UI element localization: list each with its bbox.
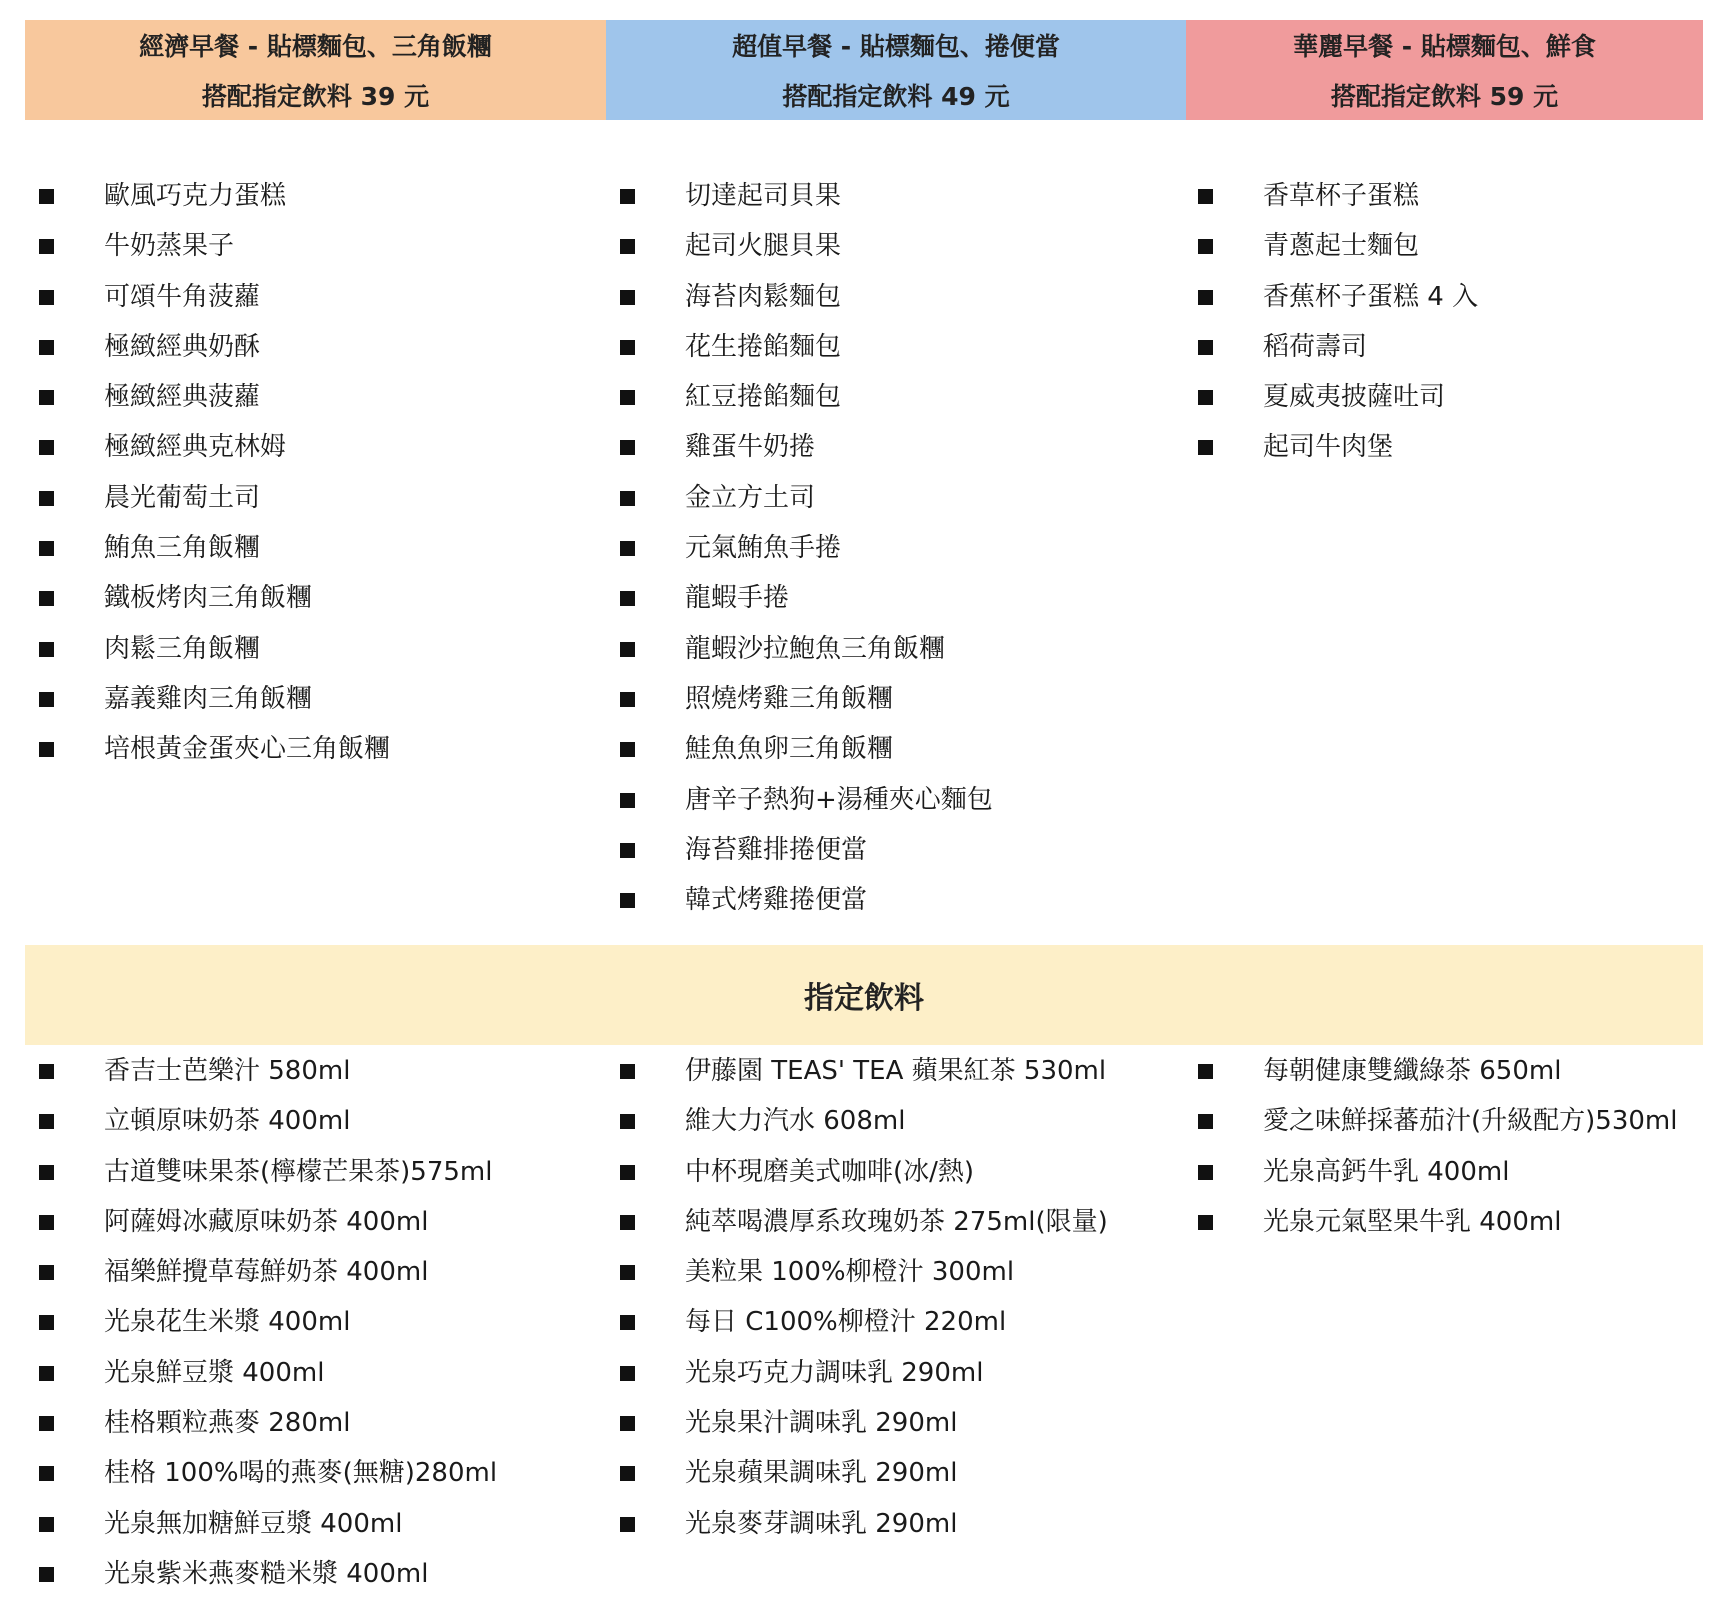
list-item-label: 中杯現磨美式咖啡(冰/熱) [685,1156,975,1187]
list-item-label: 起司牛肉堡 [1263,432,1394,463]
square-bullet-icon [620,793,635,808]
meal-price: 搭配指定飲料 39 元 [201,82,430,111]
list-item-label: 雞蛋牛奶捲 [685,432,816,463]
list-item-label: 歐風巧克力蛋糕 [104,181,287,211]
list-item-label: 極緻經典奶酥 [104,331,261,362]
list-item-label: 香吉士芭樂汁 580ml [104,1056,351,1086]
square-bullet-icon [39,1416,54,1431]
square-bullet-icon [620,1165,635,1180]
meal-title: 經濟早餐 - 貼標麵包、三角飯糰 [139,32,492,61]
list-item-label: 極緻經典菠蘿 [104,382,261,413]
square-bullet-icon [620,692,635,707]
list-item-label: 美粒果 100%柳橙汁 300ml [685,1257,1015,1288]
drinks-title: 指定飲料 [804,981,924,1016]
list-item-label: 福樂鮮攪草莓鮮奶茶 400ml [104,1257,429,1288]
list-item-label: 照燒烤雞三角飯糰 [685,683,894,714]
list-item-label: 唐辛子熱狗+湯種夾心麵包 [685,784,993,815]
list-item-label: 海苔雞排捲便當 [685,834,868,865]
meal-title: 華麗早餐 - 貼標麵包、鮮食 [1293,32,1596,61]
list-item-label: 阿薩姆冰藏原味奶茶 400ml [104,1206,429,1237]
square-bullet-icon [1198,290,1213,305]
square-bullet-icon [39,1215,54,1230]
square-bullet-icon [620,1466,635,1481]
meal-header-deluxe [1186,20,1703,120]
square-bullet-icon [620,1366,635,1381]
square-bullet-icon [1198,390,1213,405]
square-bullet-icon [39,290,54,305]
square-bullet-icon [620,1517,635,1532]
square-bullet-icon [39,1064,54,1079]
list-item-label: 肉鬆三角飯糰 [104,633,261,664]
list-item-label: 古道雙味果茶(檸檬芒果茶)575ml [104,1156,493,1187]
square-bullet-icon [620,541,635,556]
list-item-label: 立頓原味奶茶 400ml [104,1106,351,1137]
list-item-label: 金立方土司 [685,482,816,513]
list-item-label: 培根黃金蛋夾心三角飯糰 [104,734,391,765]
square-bullet-icon [620,340,635,355]
list-item-label: 夏威夷披薩吐司 [1263,382,1446,413]
list-item-label: 光泉蘋果調味乳 290ml [685,1458,958,1489]
square-bullet-icon [620,1416,635,1431]
list-item-label: 晨光葡萄土司 [104,482,261,513]
list-item-label: 青蔥起士麵包 [1263,231,1420,262]
list-item-label: 光泉紫米燕麥糙米漿 400ml [104,1558,429,1589]
square-bullet-icon [39,541,54,556]
list-item-label: 光泉花生米漿 400ml [104,1307,351,1338]
drinks-banner [25,945,1703,1045]
list-item-label: 花生捲餡麵包 [685,331,842,362]
list-item-label: 光泉麥芽調味乳 290ml [685,1508,958,1539]
square-bullet-icon [39,1567,54,1582]
square-bullet-icon [620,843,635,858]
list-item-label: 鮪魚三角飯糰 [104,533,261,564]
square-bullet-icon [39,692,54,707]
list-item-label: 起司火腿貝果 [685,231,842,262]
list-item-label: 維大力汽水 608ml [685,1106,906,1137]
list-item-label: 可頌牛角菠蘿 [104,281,261,312]
list-item-label: 紅豆捲餡麵包 [685,382,842,413]
list-item-label: 每日 C100%柳橙汁 220ml [685,1307,1007,1338]
square-bullet-icon [39,340,54,355]
square-bullet-icon [39,591,54,606]
square-bullet-icon [39,239,54,254]
square-bullet-icon [620,239,635,254]
list-item-label: 牛奶蒸果子 [104,231,235,262]
list-item-label: 桂格顆粒燕麥 280ml [104,1408,351,1439]
square-bullet-icon [620,189,635,204]
square-bullet-icon [39,1315,54,1330]
square-bullet-icon [620,591,635,606]
list-item-label: 香草杯子蛋糕 [1263,181,1420,211]
square-bullet-icon [620,1114,635,1129]
list-item-label: 光泉無加糖鮮豆漿 400ml [104,1508,403,1539]
meal-price: 搭配指定飲料 49 元 [782,82,1010,111]
list-item-label: 稻荷壽司 [1263,331,1368,362]
square-bullet-icon [1198,440,1213,455]
square-bullet-icon [620,1265,635,1280]
square-bullet-icon [1198,239,1213,254]
list-item-label: 嘉義雞肉三角飯糰 [104,683,313,714]
list-item-label: 桂格 100%喝的燕麥(無糖)280ml [104,1458,498,1489]
list-item-label: 鮭魚魚卵三角飯糰 [685,734,894,765]
list-item-label: 海苔肉鬆麵包 [685,281,842,312]
list-item-label: 光泉巧克力調味乳 290ml [685,1357,984,1388]
square-bullet-icon [620,491,635,506]
list-item-label: 極緻經典克林姆 [104,432,287,463]
square-bullet-icon [39,440,54,455]
list-item-label: 元氣鮪魚手捲 [685,533,842,564]
meal-header-row [25,20,1703,120]
list-item-label: 光泉鮮豆漿 400ml [104,1357,325,1388]
square-bullet-icon [1198,1165,1213,1180]
square-bullet-icon [39,390,54,405]
square-bullet-icon [39,1366,54,1381]
square-bullet-icon [620,642,635,657]
square-bullet-icon [39,1265,54,1280]
square-bullet-icon [39,642,54,657]
meal-price: 搭配指定飲料 59 元 [1330,82,1559,111]
square-bullet-icon [1198,1114,1213,1129]
list-item-label: 切達起司貝果 [685,181,842,211]
meal-header-economy [25,20,606,120]
square-bullet-icon [620,1064,635,1079]
square-bullet-icon [39,1517,54,1532]
list-item-label: 光泉果汁調味乳 290ml [685,1408,958,1439]
square-bullet-icon [39,1466,54,1481]
square-bullet-icon [620,893,635,908]
list-item-label: 韓式烤雞捲便當 [685,885,868,916]
square-bullet-icon [39,189,54,204]
meal-title: 超值早餐 - 貼標麵包、捲便當 [732,32,1060,61]
square-bullet-icon [1198,1215,1213,1230]
square-bullet-icon [39,1165,54,1180]
square-bullet-icon [620,440,635,455]
list-item-label: 龍蝦手捲 [685,583,790,614]
square-bullet-icon [620,742,635,757]
square-bullet-icon [39,491,54,506]
list-item-label: 光泉元氣堅果牛乳 400ml [1263,1206,1562,1237]
square-bullet-icon [1198,340,1213,355]
list-item-label: 香蕉杯子蛋糕 4 入 [1263,281,1479,312]
list-item-label: 純萃喝濃厚系玫瑰奶茶 275ml(限量) [685,1206,1108,1237]
list-item-label: 龍蝦沙拉鮑魚三角飯糰 [685,633,946,664]
square-bullet-icon [39,1114,54,1129]
list-item-label: 光泉高鈣牛乳 400ml [1263,1156,1510,1187]
list-item-label: 伊藤園 TEAS' TEA 蘋果紅茶 530ml [685,1056,1107,1086]
square-bullet-icon [620,390,635,405]
square-bullet-icon [39,742,54,757]
meal-header-value [606,20,1186,120]
list-item-label: 鐵板烤肉三角飯糰 [104,583,313,614]
list-item-label: 每朝健康雙纖綠茶 650ml [1263,1056,1562,1086]
square-bullet-icon [1198,1064,1213,1079]
square-bullet-icon [620,1215,635,1230]
square-bullet-icon [1198,189,1213,204]
square-bullet-icon [620,290,635,305]
square-bullet-icon [620,1315,635,1330]
list-item-label: 愛之味鮮採蕃茄汁(升級配方)530ml [1263,1106,1678,1137]
